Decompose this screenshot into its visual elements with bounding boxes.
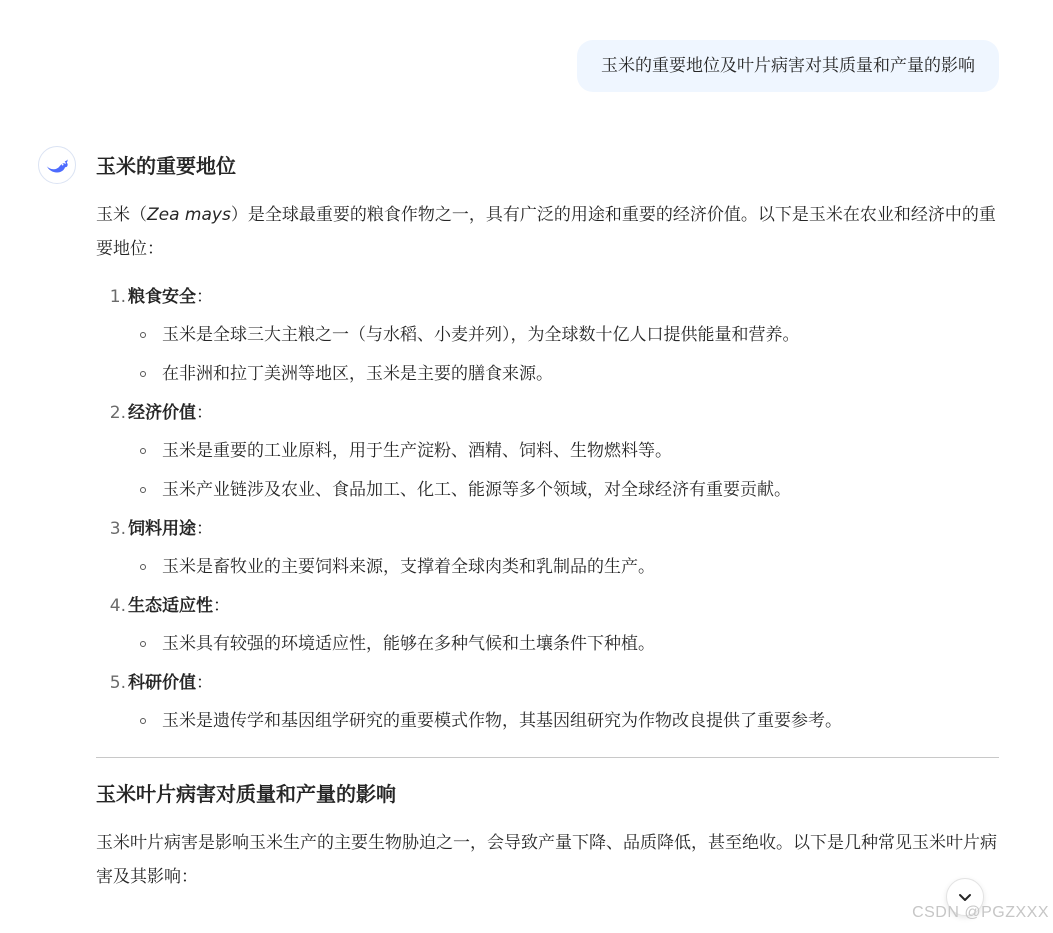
bullet-icon xyxy=(140,487,146,493)
list-item-title: 经济价值 xyxy=(128,403,196,423)
chevron-down-icon xyxy=(957,889,973,905)
sub-list-text: 玉米是遗传学和基因组学研究的重要模式作物，其基因组研究为作物改良提供了重要参考。 xyxy=(162,711,842,731)
scientific-name: Zea mays xyxy=(147,205,231,225)
sub-list-item xyxy=(128,471,999,510)
bullet-icon xyxy=(140,641,146,647)
list-number: 4. xyxy=(109,596,126,616)
whale-logo-icon xyxy=(45,155,69,175)
list-item-title: 粮食安全 xyxy=(128,287,196,307)
sub-list-text: 玉米是畜牧业的主要饲料来源，支撑着全球肉类和乳制品的生产。 xyxy=(162,557,655,577)
sub-list-item xyxy=(128,702,999,741)
list-number: 2. xyxy=(109,403,126,423)
assistant-avatar xyxy=(38,146,76,184)
bullet-icon xyxy=(140,332,146,338)
list-item xyxy=(96,394,999,510)
sub-list-item xyxy=(128,316,999,355)
list-item-colon: ： xyxy=(196,287,213,307)
user-message-text: 玉米的重要地位及叶片病害对其质量和产量的影响 xyxy=(601,56,975,76)
sub-list-text: 玉米具有较强的环境适应性，能够在多种气候和土壤条件下种植。 xyxy=(162,634,655,654)
bullet-icon xyxy=(140,564,146,570)
sub-list-text: 玉米产业链涉及农业、食品加工、化工、能源等多个领域，对全球经济有重要贡献。 xyxy=(162,480,791,500)
list-item-colon: ： xyxy=(213,596,230,616)
list-number: 3. xyxy=(109,519,126,539)
list-number: 5. xyxy=(109,673,126,693)
watermark: CSDN @PGZXXX xyxy=(912,904,1049,921)
assistant-answer xyxy=(96,146,999,894)
sub-list-item xyxy=(128,625,999,664)
list-item-title: 饲料用途 xyxy=(128,519,196,539)
intro-suffix: ）是全球最重要的粮食作物之一，具有广泛的用途和重要的经济价值。以下是玉米在农业和经济中的重要地位： xyxy=(96,205,996,259)
intro-prefix: 玉米（ xyxy=(96,205,147,225)
list-item-colon: ： xyxy=(196,403,213,423)
intro-paragraph xyxy=(96,198,999,266)
list-item-title: 科研价值 xyxy=(128,673,196,693)
section-heading-importance: 玉米的重要地位 xyxy=(96,154,236,178)
list-item-colon: ： xyxy=(196,519,213,539)
sub-list-text: 玉米是全球三大主粮之一（与水稻、小麦并列），为全球数十亿人口提供能量和营养。 xyxy=(162,325,800,345)
bullet-icon xyxy=(140,371,146,377)
list-number: 1. xyxy=(109,287,126,307)
sub-list-text: 玉米是重要的工业原料，用于生产淀粉、酒精、饲料、生物燃料等。 xyxy=(162,441,672,461)
bullet-icon xyxy=(140,718,146,724)
list-item-colon: ： xyxy=(196,673,213,693)
sub-list-item xyxy=(128,432,999,471)
section-heading-disease-impact: 玉米叶片病害对质量和产量的影响 xyxy=(96,782,396,806)
list-item xyxy=(96,278,999,394)
sub-list-item xyxy=(128,355,999,394)
disease-intro-paragraph: 玉米叶片病害是影响玉米生产的主要生物胁迫之一，会导致产量下降、品质降低，甚至绝收。以下是几种常见玉米叶片病害及其影响： xyxy=(96,833,997,887)
list-item xyxy=(96,587,999,664)
list-item xyxy=(96,664,999,741)
importance-list xyxy=(96,278,999,741)
sub-list-text: 在非洲和拉丁美洲等地区，玉米是主要的膳食来源。 xyxy=(162,364,553,384)
sub-list-item xyxy=(128,548,999,587)
list-item-title: 生态适应性 xyxy=(128,596,213,616)
list-item xyxy=(96,510,999,587)
bullet-icon xyxy=(140,448,146,454)
user-message-bubble xyxy=(577,40,999,92)
section-divider xyxy=(96,757,999,758)
